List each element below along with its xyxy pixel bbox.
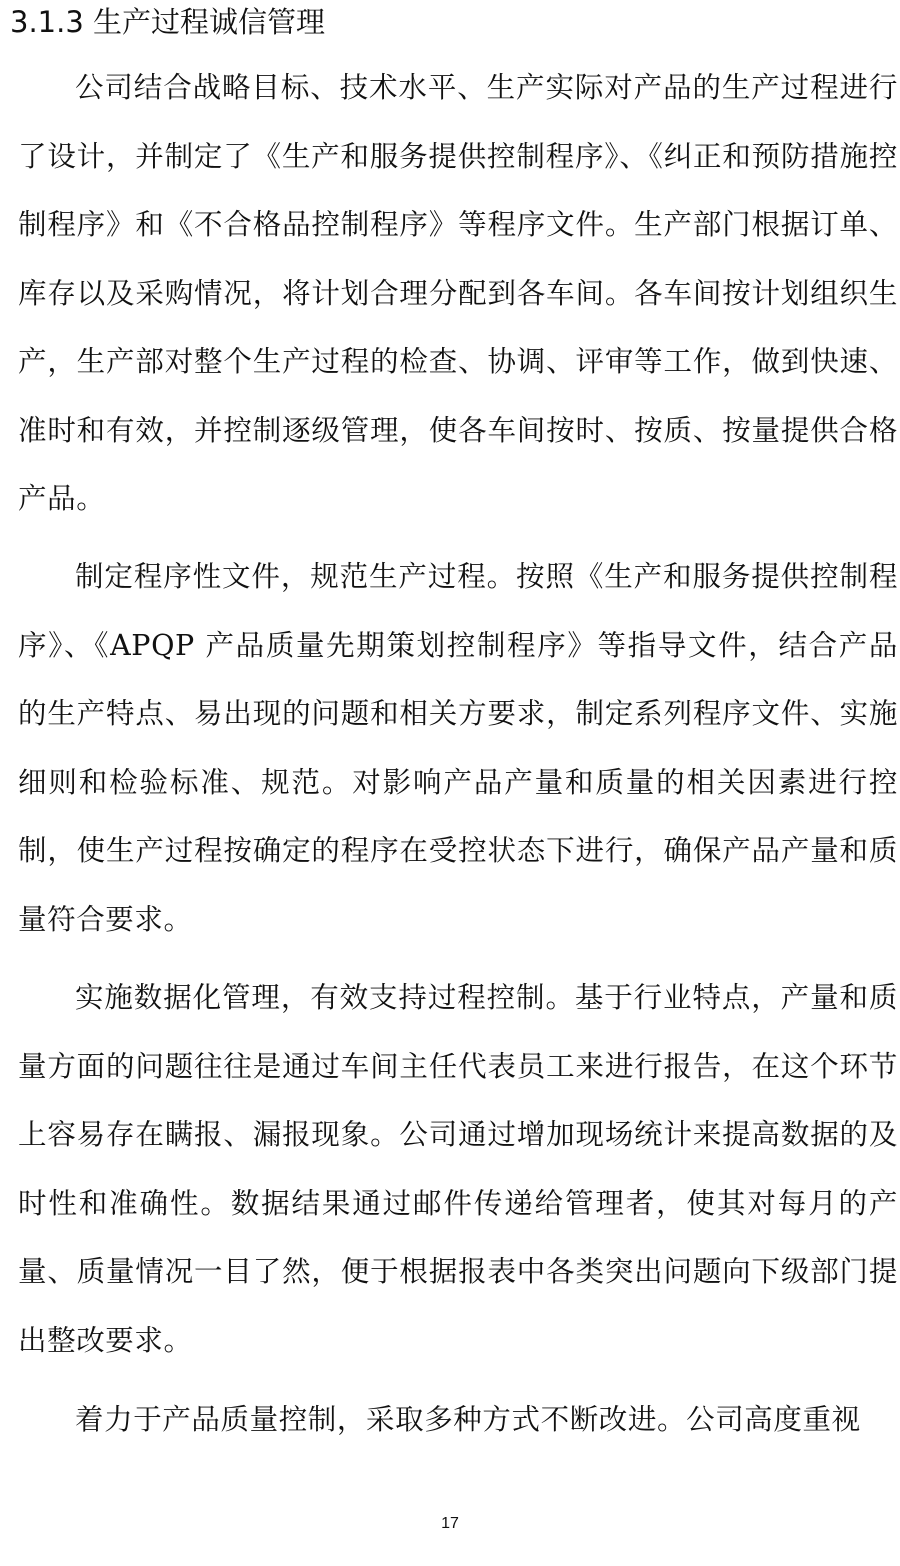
paragraph-production-process-design: 公司结合战略目标、技术水平、生产实际对产品的生产过程进行了设计，并制定了《生产和服务提供控制程序》、《纠正和预防措施控制程序》和《不合格品控制程序》等程序文件。生产部门根据订单、库存以及采购情况，将计划合理分配到各车间。各车间按计划组织生产，生产部对整个生产过程的检查、协调、评审等工作，做到快速、准时和有效，并控制逐级管理，使各车间按时、按质、按量提供合格产品。 [18, 71, 898, 515]
paragraph-quality-control: 着力于产品质量控制，采取多种方式不断改进。公司高度重视 [75, 1403, 861, 1436]
paragraph-procedure-documents: 制定程序性文件，规范生产过程。按照《生产和服务提供控制程序》、《APQP 产品质量先期策划控制程序》等指导文件，结合产品的生产特点、易出现的问题和相关方要求，制定系列程序文件、实施细则和检验标准、规范。对影响产品产量和质量的相关因素进行控制，使生产过程按确定的程序在受控状态下进行，确保产品产量和质量符合要求。 [18, 560, 898, 936]
paragraph-data-management: 实施数据化管理，有效支持过程控制。基于行业特点，产量和质量方面的问题往往是通过车间主任代表员工来进行报告，在这个环节上容易存在瞒报、漏报现象。公司通过增加现场统计来提高数据的及时性和准确性。数据结果通过邮件传递给管理者，使其对每月的产量、质量情况一目了然，便于根据报表中各类突出问题向下级部门提出整改要求。 [18, 981, 898, 1357]
section-heading: 3.1.3 生产过程诚信管理 [10, 5, 326, 39]
page-number: 17 [441, 1515, 459, 1532]
